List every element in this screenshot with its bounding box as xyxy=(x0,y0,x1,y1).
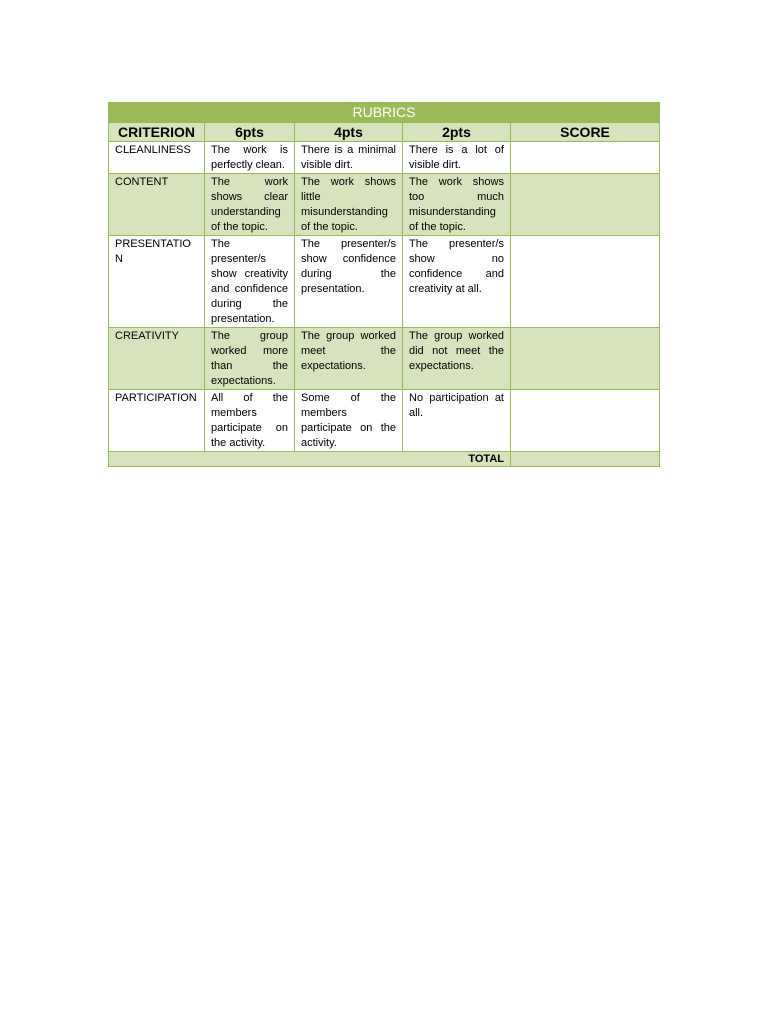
criterion-cell: CLEANLINESS xyxy=(109,142,205,174)
four-pts-cell: Some of the members participate on the activity. xyxy=(295,390,403,452)
six-pts-cell: The presenter/s show creativity and confidence during the presentation. xyxy=(205,236,295,328)
table-row xyxy=(109,174,660,236)
header-6pts: 6pts xyxy=(205,123,295,142)
total-row xyxy=(109,452,660,467)
title-row xyxy=(109,103,660,123)
six-pts-cell: The work is perfectly clean. xyxy=(205,142,295,174)
four-pts-cell: The presenter/s show confidence during the presentation. xyxy=(295,236,403,328)
rubric-table xyxy=(108,102,660,467)
score-cell[interactable] xyxy=(511,142,660,174)
score-cell[interactable] xyxy=(511,328,660,390)
criterion-cell: PRESENTATION xyxy=(109,236,205,328)
total-score-cell[interactable] xyxy=(511,452,660,467)
criterion-cell: CONTENT xyxy=(109,174,205,236)
total-label: TOTAL xyxy=(109,452,511,467)
header-score: SCORE xyxy=(511,123,660,142)
two-pts-cell: There is a lot of visible dirt. xyxy=(403,142,511,174)
two-pts-cell: The work shows too much misunderstanding of the topic. xyxy=(403,174,511,236)
four-pts-cell: The work shows little misunderstanding of the topic. xyxy=(295,174,403,236)
two-pts-cell: No participation at all. xyxy=(403,390,511,452)
header-2pts: 2pts xyxy=(403,123,511,142)
criterion-cell: PARTICIPATION xyxy=(109,390,205,452)
header-row xyxy=(109,123,660,142)
two-pts-cell: The presenter/s show no confidence and creativity at all. xyxy=(403,236,511,328)
six-pts-cell: The group worked more than the expectations. xyxy=(205,328,295,390)
four-pts-cell: There is a minimal visible dirt. xyxy=(295,142,403,174)
six-pts-cell: The work shows clear understanding of the topic. xyxy=(205,174,295,236)
table-title: RUBRICS xyxy=(109,103,660,123)
score-cell[interactable] xyxy=(511,174,660,236)
header-4pts: 4pts xyxy=(295,123,403,142)
score-cell[interactable] xyxy=(511,236,660,328)
criterion-cell: CREATIVITY xyxy=(109,328,205,390)
table-row xyxy=(109,390,660,452)
score-cell[interactable] xyxy=(511,390,660,452)
table-row xyxy=(109,236,660,328)
table-row xyxy=(109,142,660,174)
table-row xyxy=(109,328,660,390)
header-criterion: CRITERION xyxy=(109,123,205,142)
two-pts-cell: The group worked did not meet the expectations. xyxy=(403,328,511,390)
four-pts-cell: The group worked meet the expectations. xyxy=(295,328,403,390)
six-pts-cell: All of the members participate on the activity. xyxy=(205,390,295,452)
